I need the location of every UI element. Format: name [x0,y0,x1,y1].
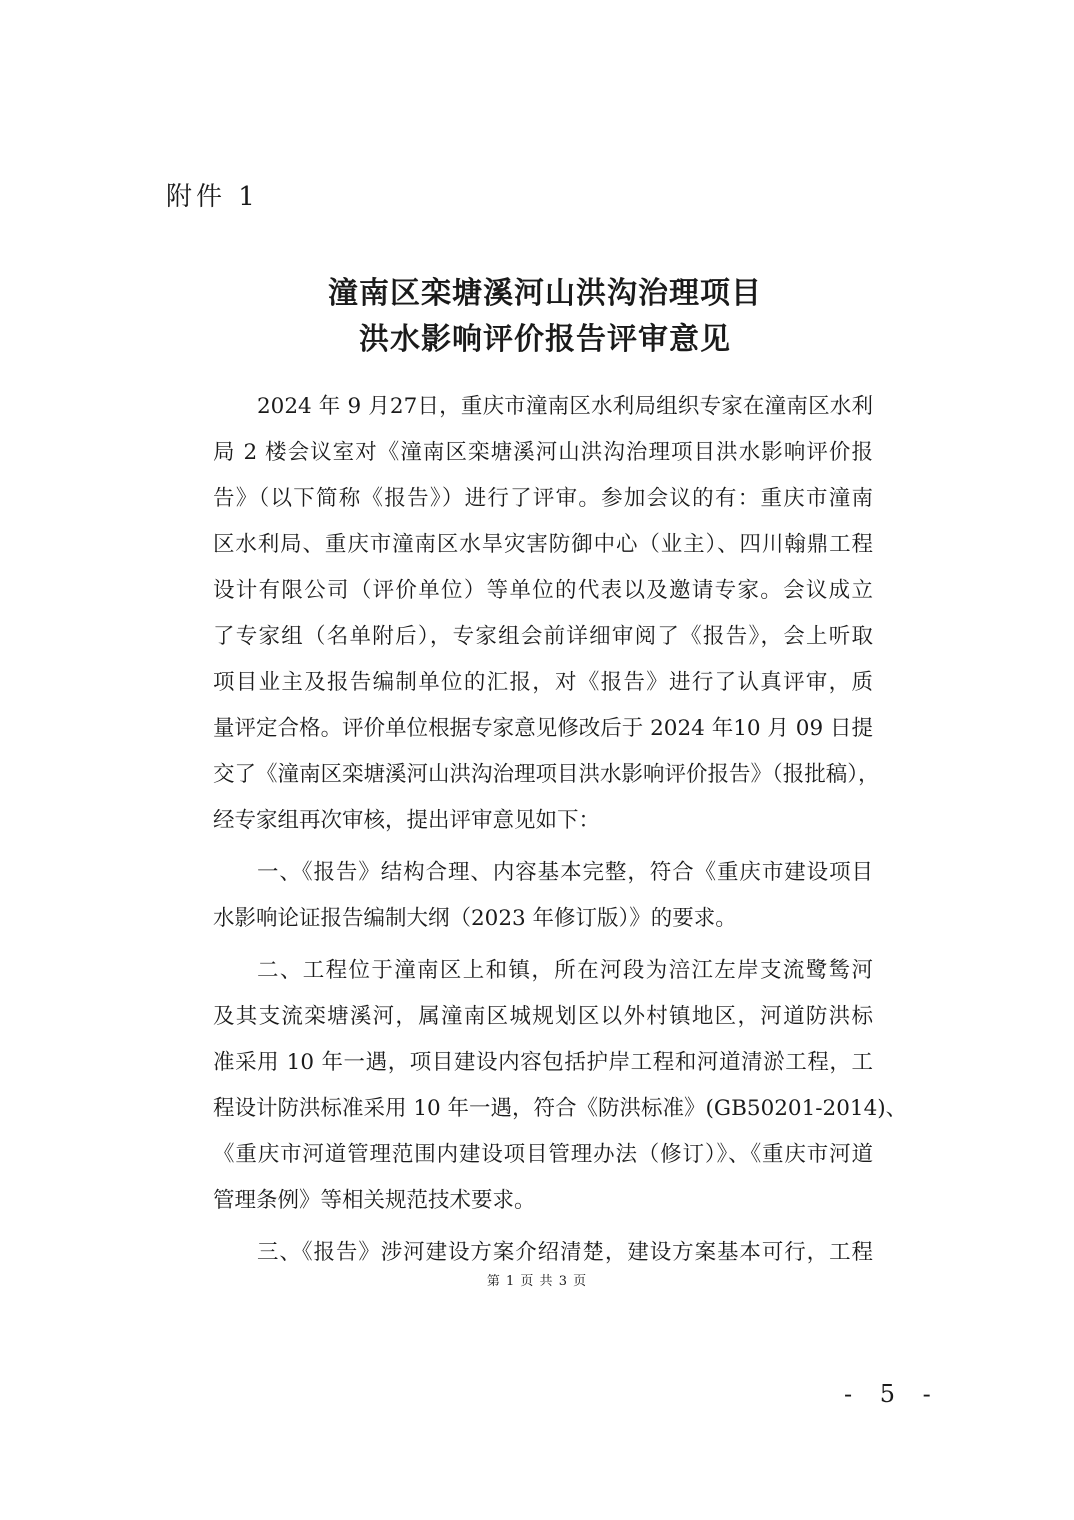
attachment-label: 附件 1 [166,182,259,212]
body-line: 区水利局、重庆市潼南区水旱灾害防御中心（业主）、四川翰鼎工程 [213,532,873,557]
body-line: 量评定合格。评价单位根据专家意见修改后于 2024 年10 月 09 日提 [213,716,873,741]
body-line: 设计有限公司（评价单位）等单位的代表以及邀请专家。会议成立 [213,578,873,603]
body-line: 了专家组（名单附后），专家组会前详细审阅了《报告》，会上听取 [213,624,873,649]
body-line: 管理条例》等相关规范技术要求。 [213,1188,536,1213]
body-line: 2024 年 9 月27日，重庆市潼南区水利局组织专家在潼南区水利 [257,394,873,419]
document-title-line-2: 洪水影响评价报告评审意见 [359,322,731,357]
page-footer: 第 1 页 共 3 页 [486,1274,588,1289]
body-line: 水影响论证报告编制大纲（2023 年修订版）》的要求。 [213,906,737,931]
body-line: 告》（以下简称《报告》）进行了评审。参加会议的有：重庆市潼南 [213,486,873,511]
document-body [213,384,908,1276]
body-line: 三、《报告》涉河建设方案介绍清楚，建设方案基本可行，工程 [257,1240,873,1265]
body-line: 二、工程位于潼南区上和镇，所在河段为涪江左岸支流鹭鸶河 [257,958,873,983]
body-line: 经专家组再次审核，提出评审意见如下： [213,808,601,833]
body-line: 《重庆市河道管理范围内建设项目管理办法（修订）》、《重庆市河道 [213,1142,873,1167]
body-line: 局 2 楼会议室对《潼南区栾塘溪河山洪沟治理项目洪水影响评价报 [213,440,873,465]
document-title-line-1: 潼南区栾塘溪河山洪沟治理项目 [328,276,762,311]
body-line: 一、《报告》结构合理、内容基本完整，符合《重庆市建设项目 [257,860,873,885]
body-line: 准采用 10 年一遇，项目建设内容包括护岸工程和河道清淤工程，工 [213,1050,873,1075]
body-line: 项目业主及报告编制单位的汇报，对《报告》进行了认真评审，质 [213,670,873,695]
body-line: 程设计防洪标准采用 10 年一遇，符合《防洪标准》(GB50201-2014)、 [213,1096,908,1121]
body-line: 交了《潼南区栾塘溪河山洪沟治理项目洪水影响评价报告》（报批稿）， [213,762,880,787]
page-number: - 5 - [844,1380,941,1408]
body-line: 及其支流栾塘溪河，属潼南区城规划区以外村镇地区，河道防洪标 [213,1004,873,1029]
